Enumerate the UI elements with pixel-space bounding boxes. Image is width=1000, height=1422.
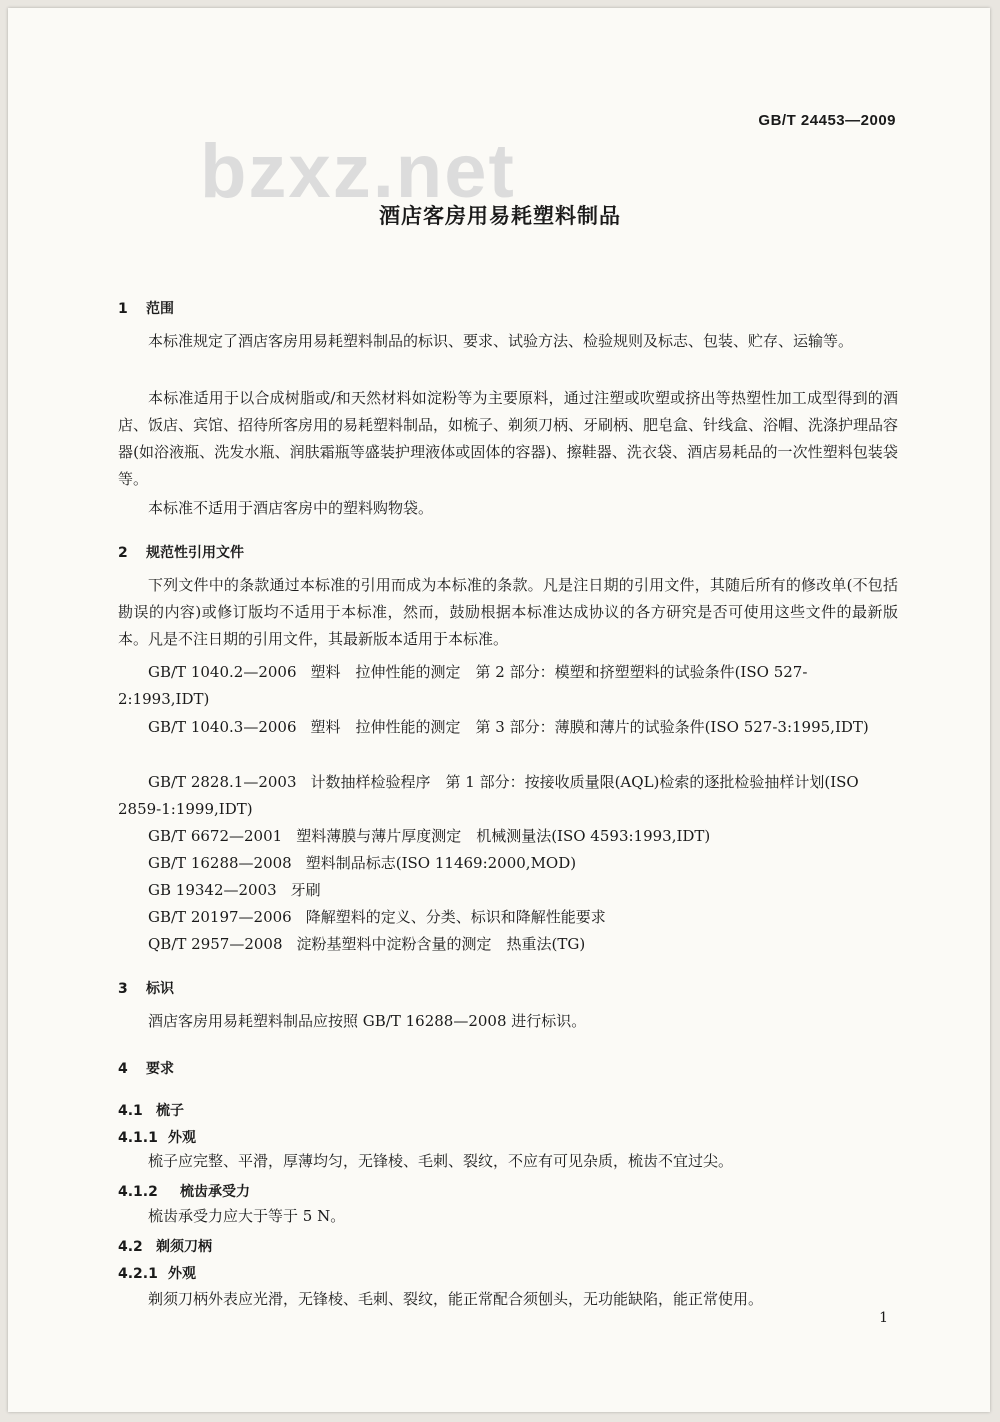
normative-intro: 下列文件中的条款通过本标准的引用而成为本标准的条款。凡是注日期的引用文件，其随后所有的修改单(不包括勘误的内容)或修订版均不适用于本标准，然而，鼓励根据本标准达成协议的各方研究是否可使用这些文件的最新版本。凡是不注日期的引用文件，其最新版本适用于本标准。 bbox=[118, 576, 898, 648]
reference-code: GB/T 6672—2001 bbox=[148, 827, 283, 845]
reference-code: GB/T 16288—2008 bbox=[148, 854, 292, 872]
section-number: 1 bbox=[118, 301, 128, 317]
section-1-heading bbox=[118, 298, 174, 318]
reference-item bbox=[118, 877, 898, 904]
section-title: 范围 bbox=[146, 301, 174, 317]
reference-code: GB/T 1040.2—2006 bbox=[148, 663, 297, 681]
subsection-4-1-1-heading bbox=[118, 1127, 196, 1147]
watermark: bzxz.net bbox=[200, 129, 516, 214]
scope-paragraph-2: 本标准适用于以合成树脂或/和天然材料如淀粉等为主要原料，通过注塑或吹塑或挤出等热塑性加工成型得到的酒店、饭店、宾馆、招待所客房用的易耗塑料制品，如梳子、剃须刀柄、牙刷柄、肥皂盒、针线盒、浴帽、洗涤护理品容器(如浴液瓶、洗发水瓶、润肤霜瓶等盛装护理液体或固体的容器)、擦鞋器、洗衣袋、酒店易耗品的一次性塑料包装袋等。 bbox=[118, 389, 899, 488]
subsection-4-1-heading bbox=[118, 1100, 184, 1120]
reference-title: 淀粉基塑料中淀粉含量的测定 热重法(TG) bbox=[296, 935, 586, 953]
reference-title: 降解塑料的定义、分类、标识和降解性能要求 bbox=[305, 908, 606, 926]
standard-code: GB/T 24453—2009 bbox=[758, 112, 896, 129]
section-title: 标识 bbox=[146, 981, 174, 997]
subsection-title: 外观 bbox=[168, 1266, 196, 1282]
reference-item bbox=[118, 659, 898, 713]
section-number: 2 bbox=[118, 545, 128, 561]
reference-item bbox=[118, 823, 898, 850]
section-4-heading bbox=[118, 1058, 174, 1078]
subsection-title: 剃须刀柄 bbox=[156, 1239, 212, 1255]
marking-paragraph: 酒店客房用易耗塑料制品应按照 GB/T 16288—2008 进行标识。 bbox=[148, 1012, 587, 1030]
subsection-4-2-heading bbox=[118, 1236, 212, 1256]
section-title: 规范性引用文件 bbox=[146, 545, 244, 561]
reference-item bbox=[118, 714, 898, 741]
reference-title: 塑料制品标志(ISO 11469:2000,MOD) bbox=[305, 854, 577, 872]
reference-title: 计数抽样检验程序 第 1 部分：按接收质量限(AQL)检索的逐批检验抽样计划(ISO 2859-1:1999,IDT) bbox=[118, 773, 859, 818]
subsection-title: 梳子 bbox=[156, 1103, 184, 1119]
scope-paragraph-3: 本标准不适用于酒店客房中的塑料购物袋。 bbox=[148, 499, 434, 517]
subsection-number: 4.1.1 bbox=[118, 1130, 158, 1146]
reference-title: 塑料 拉伸性能的测定 第 2 部分：模塑和挤塑塑料的试验条件(ISO 527-2:1993,IDT) bbox=[118, 663, 808, 708]
reference-item bbox=[118, 769, 898, 823]
reference-code: GB/T 2828.1—2003 bbox=[148, 773, 297, 791]
page-number: 1 bbox=[879, 1310, 888, 1326]
section-number: 4 bbox=[118, 1061, 128, 1077]
reference-title: 牙刷 bbox=[290, 881, 321, 899]
reference-title: 塑料 拉伸性能的测定 第 3 部分：薄膜和薄片的试验条件(ISO 527-3:1995,IDT) bbox=[310, 718, 869, 736]
subsection-number: 4.2.1 bbox=[118, 1266, 158, 1282]
comb-teeth-strength-text: 梳齿承受力应大于等于 5 N。 bbox=[148, 1207, 346, 1225]
subsection-title: 外观 bbox=[168, 1130, 196, 1146]
document-title: 酒店客房用易耗塑料制品 bbox=[379, 204, 621, 228]
section-title: 要求 bbox=[146, 1061, 174, 1077]
scope-paragraph-1: 本标准规定了酒店客房用易耗塑料制品的标识、要求、试验方法、检验规则及标志、包装、贮存、运输等。 bbox=[148, 332, 854, 350]
subsection-number: 4.1 bbox=[118, 1103, 143, 1119]
section-2-heading bbox=[118, 542, 244, 562]
section-3-heading bbox=[118, 978, 174, 998]
comb-appearance-text: 梳子应完整、平滑，厚薄均匀，无锋棱、毛刺、裂纹，不应有可见杂质，梳齿不宜过尖。 bbox=[148, 1152, 734, 1170]
reference-item bbox=[118, 904, 898, 931]
reference-code: QB/T 2957—2008 bbox=[148, 935, 283, 953]
reference-item bbox=[118, 850, 898, 877]
subsection-number: 4.2 bbox=[118, 1239, 143, 1255]
section-number: 3 bbox=[118, 981, 128, 997]
reference-code: GB 19342—2003 bbox=[148, 881, 277, 899]
reference-title: 塑料薄膜与薄片厚度测定 机械测量法(ISO 4593:1993,IDT) bbox=[296, 827, 711, 845]
subsection-4-1-2-heading bbox=[118, 1181, 250, 1201]
razor-handle-appearance-text: 剃须刀柄外表应光滑，无锋棱、毛刺、裂纹，能正常配合须刨头，无功能缺陷，能正常使用。 bbox=[148, 1290, 764, 1308]
reference-code: GB/T 20197—2006 bbox=[148, 908, 292, 926]
reference-code: GB/T 1040.3—2006 bbox=[148, 718, 297, 736]
reference-item bbox=[118, 931, 898, 958]
subsection-number: 4.1.2 bbox=[118, 1184, 158, 1200]
subsection-4-2-1-heading bbox=[118, 1263, 196, 1283]
subsection-title: 梳齿承受力 bbox=[180, 1184, 250, 1200]
